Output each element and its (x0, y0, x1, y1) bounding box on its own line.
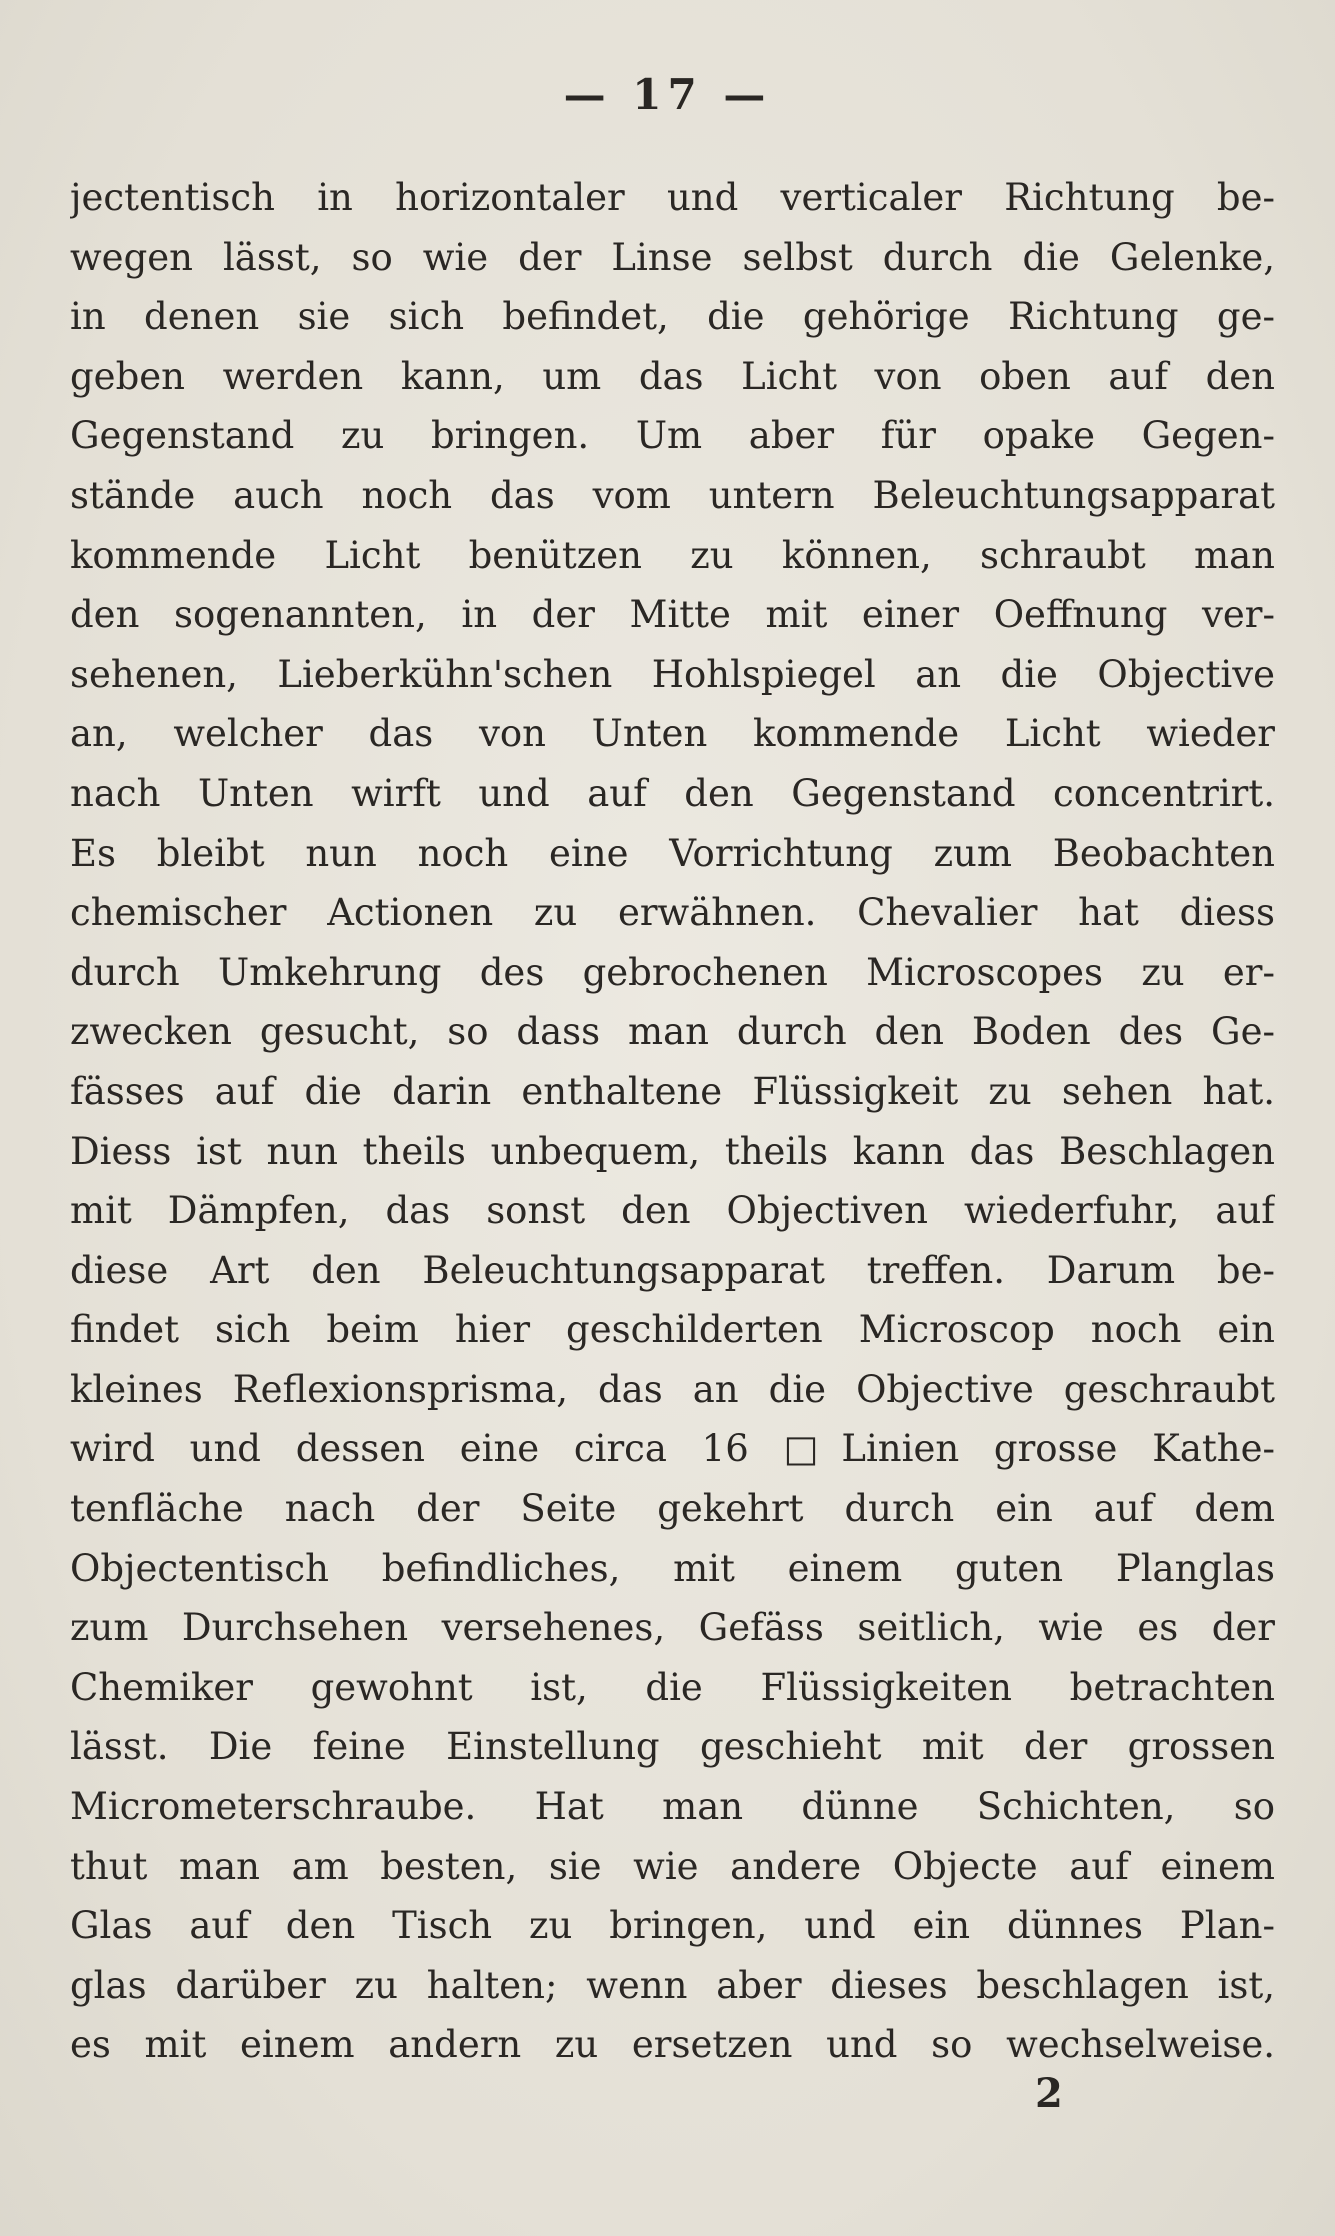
text-line: lässt. Die feine Einstellung geschieht mit der grossen (70, 1725, 1275, 1769)
text-line: Glas auf den Tisch zu bringen, und ein dünnes Plan- (70, 1904, 1275, 1948)
text-line: zwecken gesucht, so dass man durch den Boden des Ge- (70, 1010, 1275, 1054)
text-line: Objectentisch befindliches, mit einem guten Planglas (70, 1546, 1275, 1590)
text-line: kleines Reflexionsprisma, das an die Objective geschraubt (70, 1367, 1275, 1411)
text-line: in denen sie sich befindet, die gehörige Richtung ge- (70, 295, 1275, 339)
body-text (70, 168, 1275, 2075)
text-line: tenfläche nach der Seite gekehrt durch ein auf dem (70, 1487, 1275, 1531)
text-line: wegen lässt, so wie der Linse selbst durch die Gelenke, (70, 235, 1275, 279)
text-line: wird und dessen eine circa 16 □Linien grosse Kathe- (70, 1427, 1275, 1471)
text-line: chemischer Actionen zu erwähnen. Chevalier hat diess (70, 891, 1275, 935)
signature-mark: 2 (1035, 2070, 1063, 2117)
text-line: an, welcher das von Unten kommende Licht wieder (70, 712, 1275, 756)
text-line: Chemiker gewohnt ist, die Flüssigkeiten betrachten (70, 1665, 1275, 1709)
text-line: thut man am besten, sie wie andere Objecte auf einem (70, 1844, 1275, 1888)
text-line: mit Dämpfen, das sonst den Objectiven wiederfuhr, auf (70, 1189, 1275, 1233)
text-line: nach Unten wirft und auf den Gegenstand concentrirt. (70, 771, 1275, 815)
text-line: Micrometerschraube. Hat man dünne Schichten, so (70, 1785, 1275, 1829)
text-line: zum Durchsehen versehenes, Gefäss seitlich, wie es der (70, 1606, 1275, 1650)
text-line: Gegenstand zu bringen. Um aber für opake Gegen- (70, 414, 1275, 458)
text-line: stände auch noch das vom untern Beleuchtungsapparat (70, 473, 1275, 517)
text-line: findet sich beim hier geschilderten Microscop noch ein (70, 1308, 1275, 1352)
text-line: fässes auf die darin enthaltene Flüssigkeit zu sehen hat. (70, 1069, 1275, 1113)
text-line: durch Umkehrung des gebrochenen Microscopes zu er- (70, 950, 1275, 994)
text-line: sehenen, Lieberkühn'schen Hohlspiegel an die Objective (70, 652, 1275, 696)
text-line: den sogenannten, in der Mitte mit einer Oeffnung ver- (70, 593, 1275, 637)
text-line: glas darüber zu halten; wenn aber dieses beschlagen ist, (70, 1963, 1275, 2007)
text-line: es mit einem andern zu ersetzen und so wechselweise. (70, 2023, 1275, 2067)
text-line: Es bleibt nun noch eine Vorrichtung zum Beobachten (70, 831, 1275, 875)
text-line: diese Art den Beleuchtungsapparat treffen. Darum be- (70, 1248, 1275, 1292)
text-line: kommende Licht benützen zu können, schraubt man (70, 533, 1275, 577)
text-line: geben werden kann, um das Licht von oben auf den (70, 354, 1275, 398)
text-line: Diess ist nun theils unbequem, theils kann das Beschlagen (70, 1129, 1275, 1173)
text-line: jectentisch in horizontaler und verticaler Richtung be- (70, 176, 1275, 219)
page-number-header: — 17 — (563, 70, 772, 119)
